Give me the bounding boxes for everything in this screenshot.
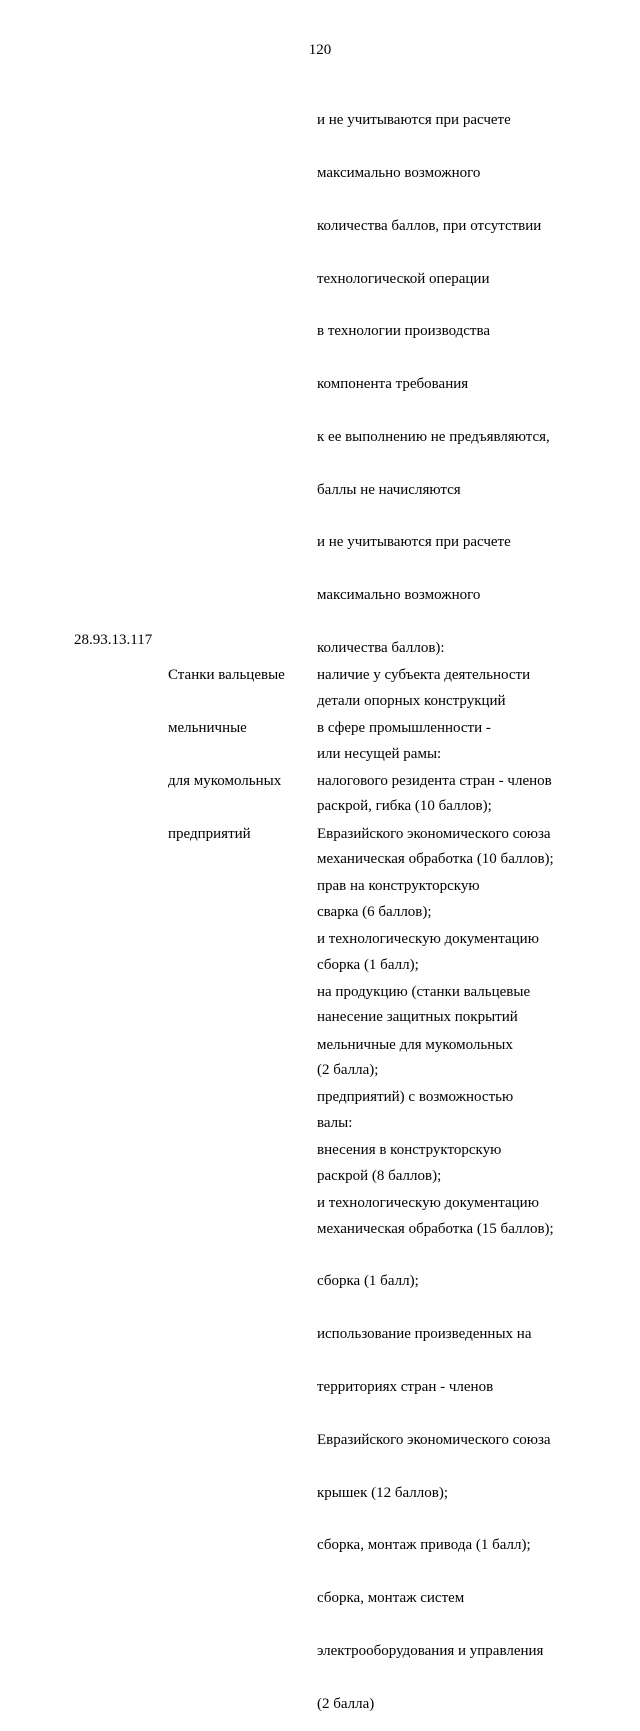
text-line: максимально возможного [317,587,481,604]
page-number: 120 [308,42,332,58]
text-line: в технологии производства [317,323,491,340]
text-line: баллы не начисляются [317,481,461,498]
text-line: сборка, монтаж систем [317,1590,465,1607]
product-code: 28.93.13.117 [74,632,153,648]
text-line: в сфере промышленности - [317,719,491,736]
text-line: сборка, монтаж привода (1 балл); [317,1537,531,1554]
text-line: механическая обработка (10 баллов); [317,851,554,868]
text-line: электрооборудования и управления [317,1642,544,1659]
product-name [168,632,285,861]
text-line: к ее выполнению не предъявляются, [317,428,550,445]
text-line: максимально возможного [317,164,481,181]
text-line: прав на конструкторскую [317,878,480,895]
text-line: компонента требования [317,376,469,393]
text-line: налогового резидента стран - членов [317,772,552,789]
text-line: Евразийского экономического союза [317,1431,551,1448]
text-line: на продукцию (станки вальцевые [317,983,531,1000]
text-line: мельничные для мукомольных [317,1036,513,1053]
text-line: сварка (6 баллов); [317,903,432,920]
text-line: и не учитываются при расчете [317,112,511,129]
text-line: крышек (12 баллов); [317,1484,448,1501]
text-line: детали опорных конструкций [317,692,506,709]
text-line: и технологическую документацию [317,931,539,948]
text-line: и технологическую документацию [317,1195,539,1211]
text-line: количества баллов, при отсутствии [317,217,542,234]
text-line: механическая обработка (15 баллов); [317,1220,554,1237]
text-line: территориях стран - членов [317,1378,494,1395]
text-line: предприятий) с возможностью [317,1089,514,1106]
text-line: мельничные [168,719,247,736]
text-line: (2 балла) [317,1695,375,1712]
text-line: для мукомольных [168,772,282,789]
text-line: раскрой, гибка (10 баллов); [317,798,492,815]
text-line: технологической операции [317,270,490,287]
text-line: и не учитываются при расчете [317,534,511,551]
text-line: количества баллов): [317,640,445,656]
text-line: нанесение защитных покрытий [317,1009,518,1026]
text-line: или несущей рамы: [317,745,442,762]
text-line: валы: [317,1115,353,1132]
text-line: раскрой (8 баллов); [317,1167,442,1184]
text-line: сборка (1 балл); [317,956,419,973]
text-line: внесения в конструкторскую [317,1142,502,1159]
text-line: сборка (1 балл); [317,1273,419,1290]
text-line: наличие у субъекта деятельности [317,667,531,684]
text-line: (2 балла); [317,1062,379,1079]
text-line: Станки вальцевые [168,667,285,684]
text-line: Евразийского экономического союза [317,825,551,842]
text-line: использование произведенных на [317,1326,532,1343]
product-requirements [317,632,552,1230]
text-line: предприятий [168,825,251,842]
